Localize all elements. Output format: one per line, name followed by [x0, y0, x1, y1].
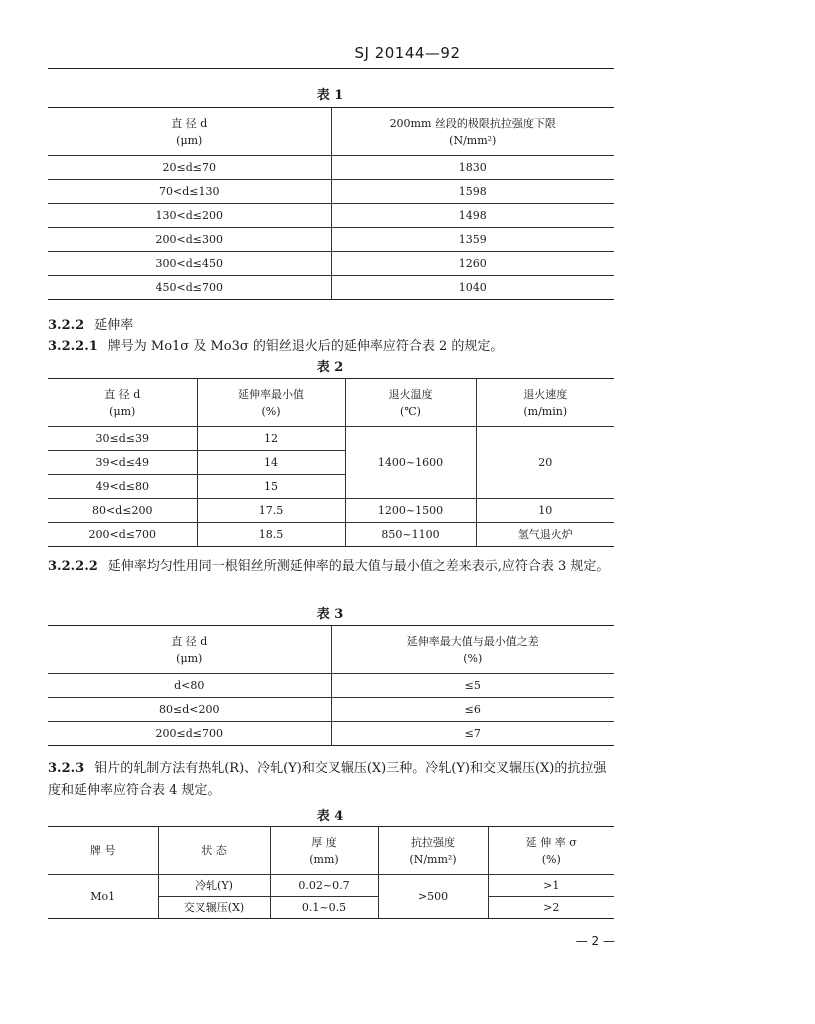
cell-diameter: 80≤d<200 [48, 698, 331, 722]
cell-diameter: 130<d≤200 [48, 204, 331, 228]
head-label: 200mm 丝段的极限抗拉强度下限 [389, 116, 556, 130]
table-row [48, 252, 614, 276]
table2-head-speed [476, 379, 614, 427]
cell-temperature: 850~1100 [345, 523, 476, 547]
section-number: 3.2.2.2 [48, 559, 98, 574]
head-label: 抗拉强度 [411, 835, 455, 849]
table3-head-diameter [48, 626, 331, 674]
table-row [48, 875, 614, 897]
section-number: 3.2.2 [48, 318, 85, 333]
table-row [48, 427, 614, 451]
table1-head-strength [331, 108, 614, 156]
table1-head-diameter [48, 108, 331, 156]
cell-elongation: 17.5 [197, 499, 345, 523]
cell-difference: ≤7 [331, 722, 614, 746]
section-3-2-3 [48, 758, 618, 802]
cell-diameter: 200<d≤700 [48, 523, 197, 547]
cell-diameter: 30≤d≤39 [48, 427, 197, 451]
section-text: 牌号为 Mo1σ 及 Mo3σ 的钼丝退火后的延伸率应符合表 2 的规定。 [107, 339, 504, 354]
cell-thickness: 0.1~0.5 [270, 897, 378, 919]
cell-speed-merged: 20 [476, 427, 614, 499]
head-label: 延伸率最小值 [238, 387, 304, 401]
table3-caption: 表 3 [316, 607, 344, 622]
head-unit: (mm) [309, 852, 339, 866]
cell-strength: 1498 [331, 204, 614, 228]
cell-diameter: 39<d≤49 [48, 451, 197, 475]
cell-thickness: 0.02~0.7 [270, 875, 378, 897]
cell-elongation: 14 [197, 451, 345, 475]
table-row [48, 698, 614, 722]
cell-elongation: 12 [197, 427, 345, 451]
page-number: — 2 — [575, 934, 615, 948]
head-unit: (N/mm²) [409, 852, 457, 866]
cell-strength: 1260 [331, 252, 614, 276]
table4-caption: 表 4 [316, 809, 344, 824]
head-label: 延 伸 率 σ [525, 835, 577, 849]
table2-caption: 表 2 [316, 360, 344, 375]
table-row [48, 499, 614, 523]
table4-head-elongation [488, 827, 614, 875]
table-row [48, 228, 614, 252]
table3-head-difference [331, 626, 614, 674]
cell-diameter: 70<d≤130 [48, 180, 331, 204]
head-unit: (%) [261, 404, 281, 418]
cell-elongation: >1 [488, 875, 614, 897]
head-label: 延伸率最大值与最小值之差 [406, 634, 539, 648]
cell-diameter: 80<d≤200 [48, 499, 197, 523]
head-unit: (μm) [109, 404, 136, 418]
section-text: 钼片的轧制方法有热轧(R)、冷轧(Y)和交叉辗压(X)三种。冷轧(Y)和交叉辗压(X)的抗拉强度和延伸率应符合表 4 规定。 [48, 761, 607, 798]
cell-diameter: 49<d≤80 [48, 475, 197, 499]
cell-diameter: 450<d≤700 [48, 276, 331, 300]
cell-diameter: 20≤d≤70 [48, 156, 331, 180]
cell-diameter: d<80 [48, 674, 331, 698]
table4-header-row [48, 827, 614, 875]
table1-caption: 表 1 [316, 88, 344, 103]
section-3-2-2-1 [48, 335, 503, 354]
head-unit: (μm) [176, 133, 203, 147]
cell-elongation: >2 [488, 897, 614, 919]
head-label: 直 径 d [171, 116, 208, 130]
cell-difference: ≤6 [331, 698, 614, 722]
head-label: 退火温度 [388, 387, 433, 401]
document-code: SJ 20144—92 [354, 44, 461, 62]
head-unit: (μm) [176, 651, 203, 665]
section-number: 3.2.2.1 [48, 339, 98, 354]
table1 [48, 107, 614, 300]
cell-state: 交叉辗压(X) [158, 897, 270, 919]
table4-head-grade [48, 827, 158, 875]
section-text: 延伸率均匀性用同一根钼丝所测延伸率的最大值与最小值之差来表示,应符合表 3 规定。 [107, 559, 610, 574]
table4-head-state [158, 827, 270, 875]
table-row [48, 204, 614, 228]
cell-speed: 10 [476, 499, 614, 523]
table2-header-row [48, 379, 614, 427]
head-label: 牌 号 [90, 844, 116, 857]
section-3-2-2-2 [48, 556, 618, 578]
head-label: 状 态 [201, 844, 227, 857]
head-label: 退火速度 [523, 387, 568, 401]
head-unit: (℃) [400, 404, 421, 418]
cell-diameter: 200≤d≤700 [48, 722, 331, 746]
cell-difference: ≤5 [331, 674, 614, 698]
table1-header-row [48, 108, 614, 156]
cell-temperature-merged: 1400~1600 [345, 427, 476, 499]
table3-header-row [48, 626, 614, 674]
table-row [48, 523, 614, 547]
table2 [48, 378, 614, 547]
head-label: 厚 度 [311, 835, 337, 849]
cell-speed: 氢气退火炉 [476, 523, 614, 547]
table-row [48, 674, 614, 698]
cell-strength: 1040 [331, 276, 614, 300]
table4-head-strength [378, 827, 488, 875]
section-title: 延伸率 [94, 318, 134, 333]
table-row [48, 276, 614, 300]
cell-diameter: 300<d≤450 [48, 252, 331, 276]
cell-temperature: 1200~1500 [345, 499, 476, 523]
cell-strength: 1598 [331, 180, 614, 204]
table2-head-diameter [48, 379, 197, 427]
table2-head-elongation [197, 379, 345, 427]
table3 [48, 625, 614, 746]
cell-grade: Mo1 [48, 875, 158, 919]
cell-strength: 1830 [331, 156, 614, 180]
head-unit: (m/min) [523, 404, 568, 418]
cell-state: 冷轧(Y) [158, 875, 270, 897]
table-row [48, 722, 614, 746]
head-unit: (%) [463, 651, 483, 665]
head-label: 直 径 d [171, 634, 208, 648]
cell-elongation: 18.5 [197, 523, 345, 547]
table-row [48, 156, 614, 180]
head-unit: (N/mm²) [449, 133, 497, 147]
table2-head-temperature [345, 379, 476, 427]
section-number: 3.2.3 [48, 761, 85, 776]
cell-strength-merged: >500 [378, 875, 488, 919]
head-label: 直 径 d [104, 387, 141, 401]
head-unit: (%) [541, 852, 561, 866]
table4-head-thickness [270, 827, 378, 875]
cell-diameter: 200<d≤300 [48, 228, 331, 252]
table4 [48, 826, 614, 919]
header-rule [48, 68, 614, 69]
table-row [48, 180, 614, 204]
section-3-2-2 [48, 314, 133, 333]
cell-elongation: 15 [197, 475, 345, 499]
cell-strength: 1359 [331, 228, 614, 252]
